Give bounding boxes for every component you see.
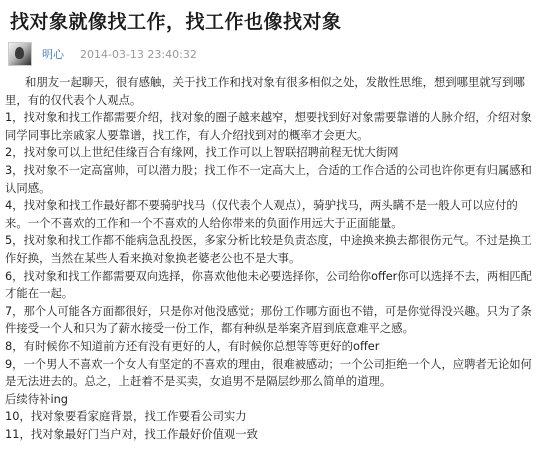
body-line: 才能在一起。 [5,286,74,301]
body-line: 2，找对象可以上世纪佳缘百合有缘网，找工作可以上智联招聘前程无忧大街网 [5,145,399,160]
article-body [5,74,538,443]
avatar[interactable] [8,42,32,66]
body-line: 里，有的仅代表个人观点。 [5,92,142,107]
body-line: 3，找对象不一定高富帅，可以潜力股；找工作不一定高大上，合适的工作合适的公司也许你更有归属感和 [5,163,532,177]
body-line: 4，找对象和找工作最好都不要骑驴找马（仅代表个人观点），骑驴找马，两头瞒不是一般人可以应付的 [5,198,518,213]
body-line: 和朋友一起聊天，很有感触，关于找工作和找对象有很多相似之处，发散性思维，想到哪里就写到哪 [25,75,525,89]
body-line: 作好换，当然在某些人看来换对象换老婆老公也不是大事。 [5,250,301,265]
body-line: 5，找对象和找工作都不能病急乱投医，多家分析比较是负责态度，中途换来换去都很伤元气。不过是换工 [5,234,532,248]
body-line: 件接受一个人和只为了薪水接受一份工作，都有种纵是举案齐眉到底意难平之感。 [5,321,414,336]
body-line: 后续待补ing [5,391,69,406]
body-line: 同学同事比亲戚家人要靠谱，找工作，有人介绍找到对的概率才会更大。 [5,127,369,142]
body-line: 8，有时候你不知道前方还有没有更好的人，有时候你总想等等更好的offer [5,338,380,353]
body-line: 是无法进去的。总之，上赶着不是买卖，女追男不是隔层纱那么简单的道理。 [5,374,392,389]
body-line: 1，找对象和找工作都需要介绍，找对象的圈子越来越窄，想要找到好对象需要靠谱的人脉介绍，介绍对象 [5,111,532,125]
body-line: 9，一个男人不喜欢一个女人有坚定的不喜欢的理由，很难被感动；一个公司拒绝一个人，应聘者无论如何 [5,357,532,371]
article-meta [8,40,538,68]
body-line: 6，找对象和找工作都需要双向选择，你喜欢他他未必要选择你，公司给你offer你可以选择不去，两相匹配 [5,269,532,283]
body-line: 11，找对象最好门当户对，找工作最好价值观一致 [5,426,259,441]
body-line: 10，找对象要看家庭背景，找工作要看公司实力 [5,409,247,424]
article-title: 找对象就像找工作，找工作也像找对象 [10,11,342,33]
body-line: 7，那个人可能各方面都很好，只是你对他没感觉；那份工作哪方面也不错，可是你觉得没兴趣。只为了条 [5,304,532,318]
author-link[interactable]: 明心 [42,48,64,61]
body-line: 认同感。 [5,180,51,195]
post-timestamp: 2014-03-13 23:40:32 [80,47,197,61]
body-line: 来。一个不喜欢的工作和一个不喜欢的人给你带来的负面作用远大于正面能量。 [5,215,403,230]
